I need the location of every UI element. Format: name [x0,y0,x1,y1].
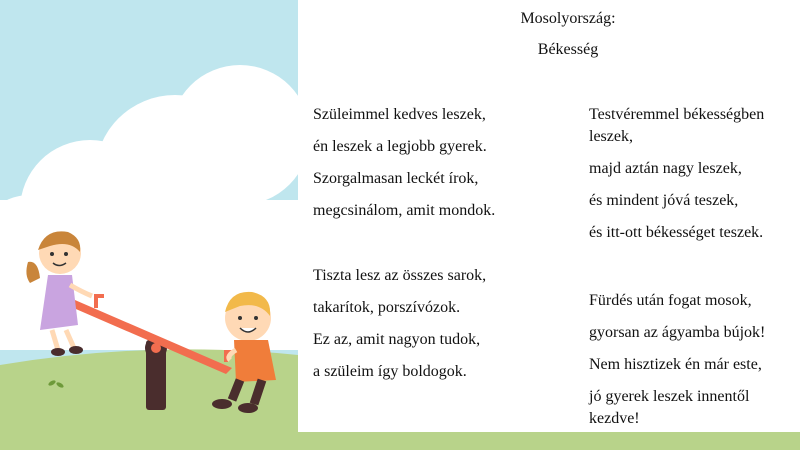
poem-line: és itt-ott békességet teszek. [589,224,764,241]
poem-line: én leszek a legjobb gyerek. [313,138,487,155]
stanza-2 [313,265,486,393]
poem-line: megcsinálom, amit mondok. [313,202,496,219]
poem-line: a szüleim így boldogok. [313,363,467,380]
poem-line: Nem hisztizek én már este, [589,356,762,373]
poem-line: jó gyerek leszek innentől kezdve! [589,388,750,427]
page-subtitle: Békesség [537,41,599,58]
page-title: Mosolyország: [520,10,616,27]
poem-line: Szüleimmel kedves leszek, [313,106,486,123]
poem-line: Testvéremmel békességben leszek, [589,106,765,145]
stanza-3 [589,104,789,254]
poem-line: Tiszta lesz az összes sarok, [313,267,487,284]
poem-line: és mindent jóvá teszek, [589,192,739,209]
poem-line: Ez az, amit nagyon tudok, [313,331,481,348]
poem-line: Fürdés után fogat mosok, [589,292,752,309]
stanza-1 [313,104,495,232]
poem-line: majd aztán nagy leszek, [589,160,742,177]
poem-line: takarítok, porszívózok. [313,299,461,316]
poem-line: gyorsan az ágyamba bújok! [589,324,766,341]
poem-line: Szorgalmasan leckét írok, [313,170,479,187]
stanza-4 [589,290,789,440]
